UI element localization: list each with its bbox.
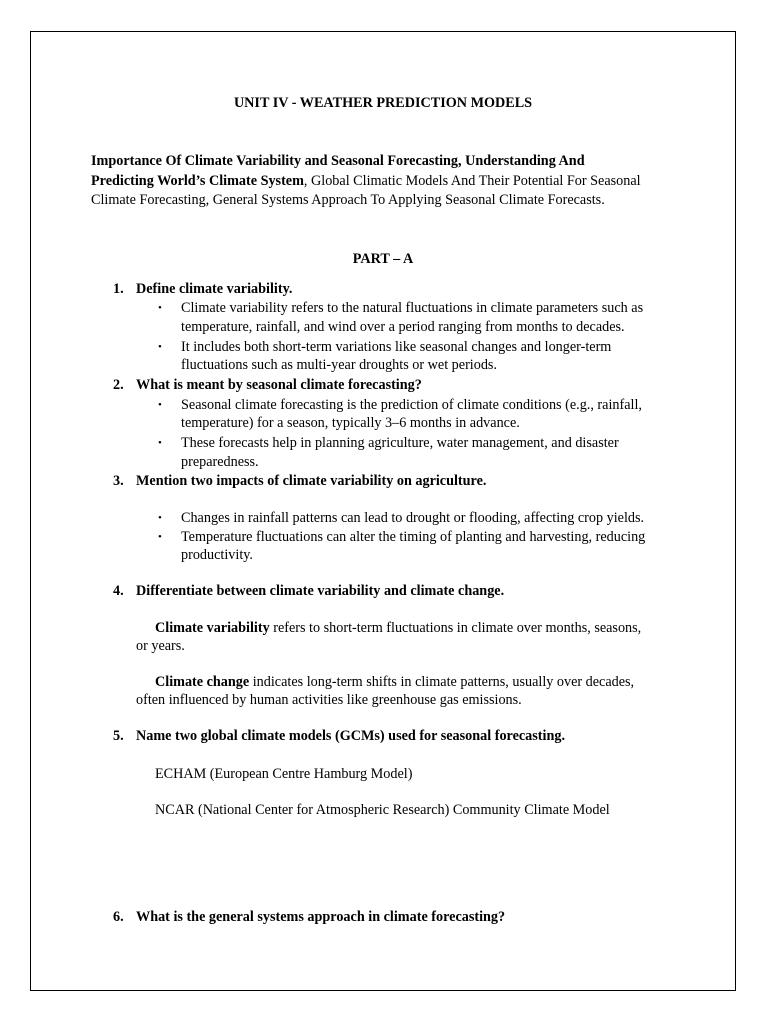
bullet-icon: •: [158, 437, 162, 449]
q4-paragraph-2-line-1: Climate change indicates long-term shifts in climate patterns, usually over decades,: [155, 674, 635, 690]
q3-answer-2-line-1: Temperature fluctuations can alter the timing of planting and harvesting, reducing: [181, 529, 646, 545]
q3-answer-1-line-1: Changes in rainfall patterns can lead to drought or flooding, affecting crop yields.: [181, 510, 645, 526]
q1-answer-2-line-1: It includes both short-term variations like seasonal changes and longer-term: [181, 339, 612, 355]
question-4-number: 4.: [113, 583, 124, 599]
question-1-text: Define climate variability.: [136, 281, 293, 297]
bullet-icon: •: [158, 399, 162, 411]
question-5-text: Name two global climate models (GCMs) used for seasonal forecasting.: [136, 728, 565, 744]
q1-answer-1-line-1: Climate variability refers to the natural fluctuations in climate parameters such as: [181, 300, 644, 316]
q2-answer-2-line-2: preparedness.: [181, 454, 259, 470]
question-5-number: 5.: [113, 728, 124, 744]
q2-answer-2-line-1: These forecasts help in planning agriculture, water management, and disaster: [181, 435, 619, 451]
q4-paragraph-2-line-2: often influenced by human activities like greenhouse gas emissions.: [136, 692, 522, 708]
q2-answer-1-line-1: Seasonal climate forecasting is the prediction of climate conditions (e.g., rainfall,: [181, 397, 642, 413]
q4-paragraph-1-line-2: or years.: [136, 638, 185, 654]
q3-answer-2-line-2: productivity.: [181, 547, 253, 563]
document-page: [30, 31, 736, 991]
question-6-text: What is the general systems approach in climate forecasting?: [136, 909, 506, 925]
q1-answer-2-line-2: fluctuations such as multi-year droughts or wet periods.: [181, 357, 497, 373]
q1-answer-1-line-2: temperature, rainfall, and wind over a period ranging from months to decades.: [181, 319, 625, 335]
bullet-icon: •: [158, 512, 162, 524]
question-4-text: Differentiate between climate variability and climate change.: [136, 583, 505, 599]
question-3-text: Mention two impacts of climate variability on agriculture.: [136, 473, 487, 489]
unit-syllabus: [91, 152, 641, 211]
bullet-icon: •: [158, 341, 162, 353]
question-6-number: 6.: [113, 909, 124, 925]
q4-paragraph-1-line-1: Climate variability refers to short-term fluctuations in climate over months, seasons,: [155, 620, 642, 636]
question-2-text: What is meant by seasonal climate forecasting?: [136, 377, 422, 393]
bullet-icon: •: [158, 531, 162, 543]
syllabus-line-2: Predicting World’s Climate System, Global Climatic Models And Their Potential For Seasonal: [91, 172, 641, 189]
question-3-number: 3.: [113, 473, 124, 489]
q5-model-2: NCAR (National Center for Atmospheric Research) Community Climate Model: [155, 802, 610, 818]
q5-model-1: ECHAM (European Centre Hamburg Model): [155, 766, 413, 782]
bullet-icon: •: [158, 302, 162, 314]
syllabus-line-3: Climate Forecasting, General Systems Approach To Applying Seasonal Climate Forecasts.: [91, 192, 605, 208]
question-1-number: 1.: [113, 281, 124, 297]
part-heading: PART – A: [352, 251, 414, 267]
question-2-number: 2.: [113, 377, 124, 393]
q2-answer-1-line-2: temperature) for a season, typically 3–6 months in advance.: [181, 415, 520, 431]
syllabus-line-1: Importance Of Climate Variability and Seasonal Forecasting, Understanding And: [91, 153, 585, 169]
document-title: UNIT IV - WEATHER PREDICTION MODELS: [233, 95, 533, 111]
